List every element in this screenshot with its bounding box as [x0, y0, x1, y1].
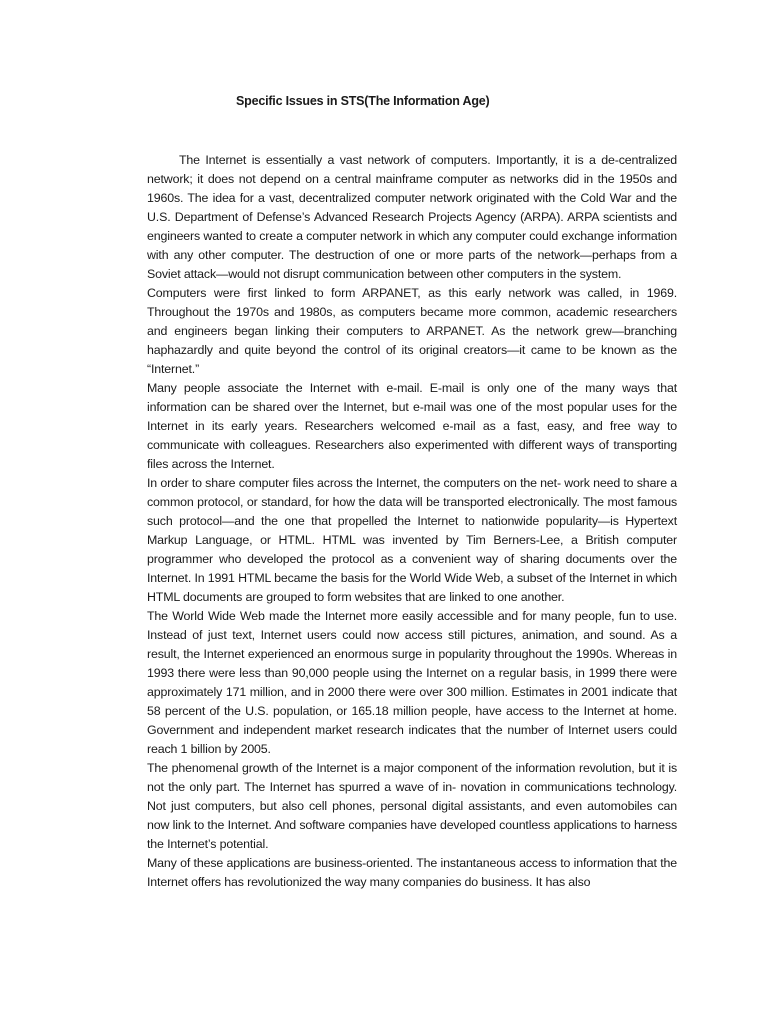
paragraph-email: Many people associate the Internet with e-mail. E-mail is only one of the many ways that information can be shared over the Internet, but e-mail was one of the most popular uses for the Internet in its early years. Researchers welcomed e-mail as a fast, easy, and free way to communicate with colleagues. Researchers also experimented with different ways of transporting files across the Internet. — [147, 381, 677, 471]
paragraph-world-wide-web: The World Wide Web made the Internet more easily accessible and for many people, fun to use. Instead of just text, Internet users could now access still pictures, animation, and sound. As a result, the Internet experienced an enormous surge in popularity throughout the 1990s. Whereas in 1993 there were less than 90,000 people using the Internet on a regular basis, in 1999 there were approximately 171 million, and in 2000 there were over 300 million. Estimates in 2001 indicate that 58 percent of the U.S. population, or 165.18 million people, have access to the Internet at home. Government and independent market research indicates that the number of Internet users could reach 1 billion by 2005. — [147, 609, 677, 756]
paragraph-internet-network: The Internet is essentially a vast network of computers. Importantly, it is a de-centralized network; it does not depend on a central mainframe computer as networks did in the 1950s and 1960s. The idea for a vast, decentralized computer network originated with the Cold War and the U.S. Department of Defense’s Advanced Research Projects Agency (ARPA). ARPA scientists and engineers wanted to create a computer network in which any computer could exchange information with any other computer. The destruction of one or more parts of the network—perhaps from a Soviet attack—would not disrupt communication between other computers in the system. — [147, 153, 677, 281]
paragraph-business-applications: Many of these applications are business-oriented. The instantaneous access to information that the Internet offers has revolutionized the way many companies do business. It has also — [147, 856, 677, 889]
document-title: Specific Issues in STS(The Information Age) — [236, 94, 490, 108]
paragraph-arpanet: Computers were first linked to form ARPANET, as this early network was called, in 1969. Throughout the 1970s and 1980s, as computers became more common, academic researchers and engineers began linking their computers to ARPANET. As the network grew—branching haphazardly and quite beyond the control of its original creators—it came to be known as the “Internet.” — [147, 286, 677, 376]
paragraph-information-revolution: The phenomenal growth of the Internet is a major component of the information revolution, but it is not the only part. The Internet has spurred a wave of in- novation in communications technology. Not just computers, but also cell phones, personal digital assistants, and even automobiles can now link to the Internet. And software companies have developed countless applications to harness the Internet’s potential. — [147, 761, 677, 851]
document-body — [147, 151, 677, 892]
paragraph-html-protocol: In order to share computer files across the Internet, the computers on the net- work need to share a common protocol, or standard, for how the data will be transported electronically. The most famous such protocol—and the one that propelled the Internet to nationwide popularity—is Hypertext Markup Language, or HTML. HTML was invented by Tim Berners-Lee, a British computer programmer who developed the protocol as a convenient way of sharing documents over the Internet. In 1991 HTML became the basis for the World Wide Web, a subset of the Internet in which HTML documents are grouped to form websites that are linked to one another. — [147, 476, 677, 604]
